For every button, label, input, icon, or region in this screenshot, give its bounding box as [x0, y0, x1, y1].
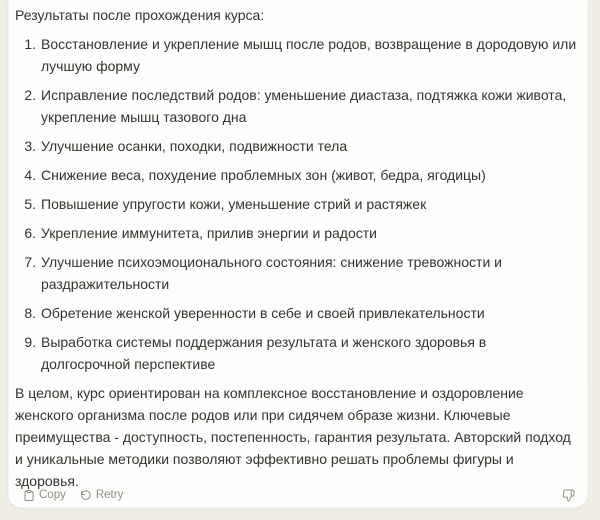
list-item: Обретение женской уверенности в себе и своей привлекательности [41, 305, 485, 321]
message-outro: В целом, курс ориентирован на комплексное восстановление и оздоровление женского организма после родов или при сидячем образе жизни. Ключевые преимущества - доступность, постепенность, гарантия результата. Авторский подход и уникальные методики позволяют эффективно решать проблемы фигуры и здоровья. [15, 385, 571, 489]
assistant-message-content [9, 0, 587, 492]
results-list [15, 33, 577, 375]
list-item: Исправление последствий родов: уменьшение диастаза, подтяжка кожи живота, укрепление мышц тазового дна [41, 87, 567, 125]
clipboard-icon [23, 489, 35, 502]
list-item: Снижение веса, похудение проблемных зон (живот, бедра, ягодицы) [41, 167, 486, 183]
thumbs-down-icon [562, 489, 575, 502]
retry-ccw-arrow-icon [80, 489, 92, 502]
list-item: Восстановление и укрепление мышц после родов, возвращение в дородовую или лучшую форму [41, 36, 577, 74]
copy-button-label: Copy [39, 489, 66, 501]
list-item: Улучшение осанки, походки, подвижности тела [41, 138, 348, 154]
message-intro: Результаты после прохождения курса: [15, 7, 265, 23]
assistant-message-card [8, 0, 588, 508]
list-item: Укрепление иммунитета, прилив энергии и радости [41, 225, 377, 241]
message-action-bar [23, 487, 575, 503]
copy-button[interactable] [23, 487, 66, 503]
list-item: Повышение упругости кожи, уменьшение стрий и растяжек [41, 196, 427, 212]
thumbs-down-button[interactable] [562, 489, 575, 502]
retry-button-label: Retry [95, 489, 124, 501]
list-item: Улучшение психоэмоционального состояния: снижение тревожности и раздражительности [41, 254, 502, 292]
list-item: Выработка системы поддержания результата и женского здоровья в долгосрочной перспективе [41, 334, 487, 372]
retry-button[interactable] [80, 487, 123, 503]
